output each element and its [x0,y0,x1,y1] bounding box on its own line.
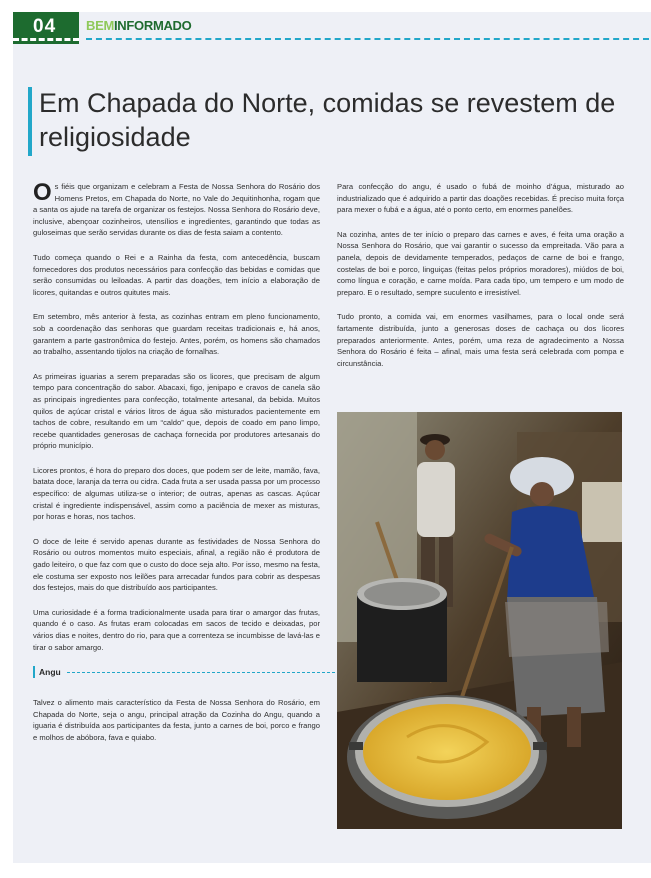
left-column [33,181,320,757]
subheading-label: Angu [39,667,61,678]
kitchen-photo [337,412,622,829]
paragraph-9: Para confecção do angu, é usado o fubá de moinho d’água, misturado ao industrializado que é adquirido a partir das doações recebidas. É preciso muita força para mexer o fubá e a água, até o ponto certo, em enormes panelões. [337,182,624,215]
article-title: Em Chapada do Norte, comidas se revestem de religiosidade [39,88,616,152]
section-logo-part1: BEM [86,18,114,33]
paragraph-2: Tudo começa quando o Rei e a Rainha da festa, com antecedência, buscam fornecedores dos produtos necessários para confecção das bebidas e comidas que serão consumidas ou leiloadas. A partir das doações, tem início a elaboração de licores, quitandas e outros quitutes mais. [33,252,320,297]
paragraph-7: Uma curiosidade é a forma tradicionalmente usada para tirar o amargor das frutas, quando é o caso. As frutas eram colocadas em sacos de tecido e deixadas, por vários dias e noites, dentro do rio, para que a correnteza se incumbisse de lavá-las e tirar o sabor amargo. [33,607,320,652]
header-divider [86,38,649,40]
paragraph-4: As primeiras iguarias a serem preparadas são os licores, que precisam de algum tempo para concentração do sabor. Abacaxi, figo, jenipapo e cravos de canela são as principais ingredientes para confecção, totalmente artesanal, da bebida. Muitos quilos de açúcar cristal e vários litros de água são misturados pacientemente em tachos de cobre, resultando em um “caldo” que, depois de coado em pano limpo, recebe quantidades generosas de cachaça fornecida por produtores artesanais do próprio município. [33,371,320,451]
subheading [33,666,320,678]
photo-angu-pot [347,695,547,819]
paragraph-8: Talvez o alimento mais característico da Festa de Nossa Senhora do Rosário, em Chapada do Norte, seja o angu, principal atração da Cozinha do Angu, quando a iguaria é distribuída aos participantes da festa, junto a carnes de boi, porco e frango e molhos de abóbora, fava e quiabo. [33,698,320,742]
drop-cap: O [33,179,52,206]
paragraph-1 [33,181,320,239]
right-column [337,181,624,382]
page-number-dash [13,38,79,41]
paragraph-10: Na cozinha, antes de ter início o preparo das carnes e aves, é feita uma oração a Nossa Senhora do Rosário, que vai garantir o sucesso da empreitada. Vão para a panela, depois de devidamente temperados, pedaços de carne de boi e frango, costelas de boi e porco, linguiças (feitas pelos próprios moradores), miúdos de boi, como língua e coração, e carne moída. Para cada tipo, um tempero e um modo de preparo. E o resultado, sempre suculento e irresistível. [337,229,624,297]
kitchen-photo-illustration [337,412,622,829]
page-number: 04 [33,16,57,37]
title-accent-bar [28,87,32,156]
section-logo-part2: INFORMADO [114,18,192,33]
paragraph-5: Licores prontos, é hora do preparo dos doces, que podem ser de leite, mamão, fava, batata doce, laranja da terra ou cidra. Cada fruta a ser usada passa por um processo específico: de algumas utiliza-se o interior; de outras, apenas as cascas. Açúcar cristal é ingrediente indispensável, assim como a paciência de mexer as misturas, por horas e horas, nos tachos. [33,465,320,522]
paragraph-6: O doce de leite é servido apenas durante as festividades de Nossa Senhora do Rosário ou outros momentos muito especiais, afinal, a região não é produtora de gado leiteiro, o que faz com que o custo do doce seja alto. Por isso, mesmo na festa, ele costuma ser exposto nos leilões para arrecadar fundos para cobrir as despesas dos festejos, mais do que distribuído aos participantes. [33,536,320,593]
section-logo [86,18,191,33]
subheading-divider [67,672,365,673]
paragraph-1-text: s fiéis que organizam e celebram a Festa de Nossa Senhora do Rosário dos Homens Pretos, em Chapada do Norte, no Vale do Jequitinhonha, rogam que a santa os ajude na tarefa de organizar os festejos. Nossa Senhora do Rosário deve, inclusive, abençoar cozinheiros, utensílios e ingredientes, garantindo que todas as guloseimas que serão servidas durante os dias de festa saiam a contento. [33,182,320,238]
subheading-accent-bar [33,666,35,678]
photo-window [582,482,622,542]
paragraph-11: Tudo pronto, a comida vai, em enormes vasilhames, para o local onde será fartamente distribuída, junto a generosas doses de cachaça ou dos licores preparados anteriormente. Antes, porém, uma reza de agradecimento a Nossa Senhora do Rosário é feita – afinal, mais uma festa será celebrada com pompa e circunstância. [337,312,624,368]
photo-silver-pot [357,578,447,682]
paragraph-3: Em setembro, mês anterior à festa, as cozinhas entram em pleno funcionamento, sob a coordenação das senhoras que guardam receitas tradicionais e, há anos, garantem a parte gastronômica do festejo. Antes, porém, os homens são chamados ao trabalho, assentando tijolos na criação de fornalhas. [33,312,320,357]
